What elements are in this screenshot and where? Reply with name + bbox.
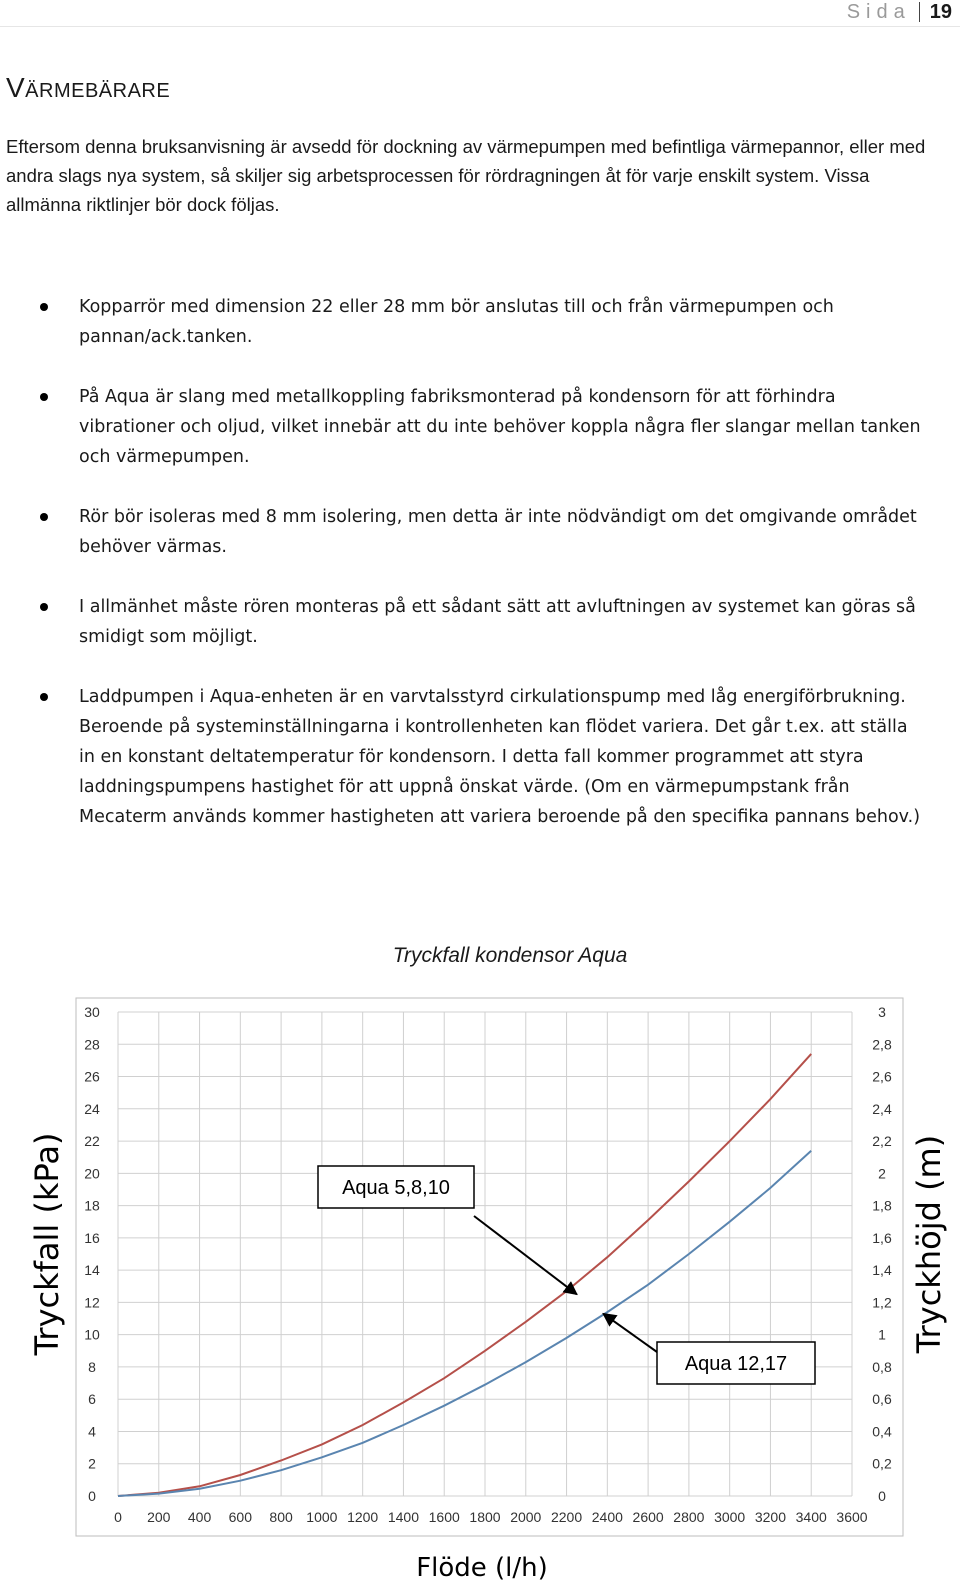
- x-tick-label: 600: [228, 1509, 253, 1525]
- y-tick-label: 10: [84, 1326, 100, 1343]
- x-tick-label: 3200: [754, 1509, 787, 1525]
- y2-tick-label: 2,4: [872, 1100, 892, 1117]
- y-tick-label: 26: [84, 1068, 100, 1085]
- y-tick-label: 8: [88, 1358, 96, 1375]
- y2-tick-label: 1,4: [872, 1262, 892, 1279]
- page-header: [847, 0, 952, 24]
- section-heading: Värmebärare: [6, 72, 171, 103]
- y-tick-label: 20: [84, 1165, 100, 1182]
- x-tick-label: 3600: [836, 1509, 868, 1525]
- y2-tick-label: 2,6: [872, 1068, 892, 1085]
- y2-tick-label: 1: [878, 1326, 886, 1343]
- y2-tick-label: 0,4: [872, 1423, 892, 1440]
- x-tick-label: 2400: [591, 1509, 623, 1525]
- y-tick-label: 16: [84, 1229, 100, 1246]
- y-tick-label: 12: [84, 1294, 100, 1311]
- list-item-text: Kopparrör med dimension 22 eller 28 mm bör anslutas till och från värmepumpen och pannan/ack.tanken.: [79, 297, 834, 347]
- x-tick-label: 2600: [632, 1509, 664, 1525]
- x-tick-label: 1800: [469, 1509, 501, 1525]
- bullet-icon: [40, 693, 48, 701]
- y-tick-label: 22: [84, 1133, 100, 1150]
- header-rule: [0, 26, 960, 27]
- y2-tick-label: 0,8: [872, 1358, 892, 1375]
- y-tick-label: 4: [88, 1423, 96, 1440]
- y-axis-title: Tryckfall (kPa): [28, 1132, 66, 1356]
- list-item: [0, 592, 929, 652]
- annotation-label: Aqua 5,8,10: [342, 1177, 450, 1199]
- x-tick-label: 200: [147, 1509, 171, 1525]
- x-tick-label: 1000: [306, 1509, 338, 1525]
- x-tick-label: 1400: [387, 1509, 420, 1525]
- x-tick-label: 2000: [510, 1509, 542, 1525]
- y-tick-label: 18: [84, 1197, 100, 1214]
- x-tick-label: 3400: [795, 1509, 827, 1525]
- x-tick-label: 400: [187, 1509, 212, 1525]
- annotation-label: Aqua 12,17: [684, 1353, 788, 1375]
- y2-tick-label: 0,6: [872, 1391, 892, 1408]
- chart-title: Tryckfall kondensor Aqua: [392, 944, 628, 967]
- y2-tick-label: 2,8: [872, 1036, 892, 1053]
- list-item-text: I allmänhet måste rören monteras på ett sådant sätt att avluftningen av systemet kan göras så smidigt som möjligt.: [79, 597, 916, 647]
- y2-tick-label: 2: [878, 1165, 886, 1182]
- bullet-icon: [40, 393, 48, 401]
- bullet-icon: [40, 303, 48, 311]
- y2-tick-label: 3: [878, 1004, 886, 1020]
- y2-tick-label: 1,2: [872, 1294, 892, 1311]
- y2-tick-label: 0: [878, 1488, 886, 1504]
- y-tick-label: 2: [88, 1455, 96, 1472]
- x-axis-title: Flöde (l/h): [416, 1553, 548, 1583]
- x-tick-label: 2800: [673, 1509, 705, 1525]
- y2-axis-title: Tryckhöjd (m): [910, 1134, 948, 1354]
- list-item: [0, 292, 929, 352]
- y2-tick-label: 1,6: [872, 1229, 892, 1246]
- list-item-text: Laddpumpen i Aqua-enheten är en varvtalsstyrd cirkulationspump med låg energiförbrukning. Beroende på systeminställningarna i kontrollenheten kan flödet variera. Det går t.ex. att ställa in en konstant deltatemperatur för kondensorn. I detta fall kommer programmet att styra laddningspumpens hastighet för att uppnå önskat värde. (Om en värmepumpstank från Mecaterm används kommer hastigheten att variera beroende på den specifika pannans behov.): [79, 687, 921, 827]
- y2-tick-label: 1,8: [872, 1197, 892, 1214]
- y-tick-label: 0: [88, 1488, 96, 1504]
- x-tick-label: 0: [114, 1509, 122, 1525]
- y-tick-label: 6: [88, 1391, 96, 1408]
- x-tick-label: 800: [269, 1509, 293, 1525]
- list-item-text: På Aqua är slang med metallkoppling fabriksmonterad på kondensorn för att förhindra vibrationer och oljud, vilket innebär att du inte behöver koppla några fler slangar mellan tanken och värmepumpen.: [79, 387, 921, 467]
- page-number: 19: [929, 1, 952, 23]
- pressure-drop-chart: [0, 990, 960, 1584]
- list-item: [0, 502, 929, 562]
- y-tick-label: 28: [84, 1036, 100, 1053]
- y2-tick-label: 2,2: [872, 1133, 892, 1150]
- header-divider: [919, 2, 920, 22]
- x-tick-label: 1600: [428, 1509, 460, 1525]
- x-tick-label: 3000: [714, 1509, 746, 1525]
- page-label: Sida: [846, 1, 911, 23]
- list-item: [0, 382, 929, 472]
- y2-tick-label: 0,2: [872, 1455, 892, 1472]
- x-tick-label: 2200: [550, 1509, 583, 1525]
- x-tick-label: 1200: [347, 1509, 379, 1525]
- y-tick-label: 14: [84, 1262, 100, 1279]
- list-item: [0, 682, 929, 832]
- bullet-icon: [40, 513, 48, 521]
- guideline-list: [0, 292, 960, 832]
- list-item-text: Rör bör isoleras med 8 mm isolering, men detta är inte nödvändigt om det omgivande området behöver värmas.: [79, 507, 917, 557]
- y-tick-label: 30: [84, 1004, 100, 1020]
- bullet-icon: [40, 603, 48, 611]
- y-tick-label: 24: [84, 1100, 100, 1117]
- intro-paragraph: Eftersom denna bruksanvisning är avsedd för dockning av värmepumpen med befintliga värmepannor, eller med andra slags nya system, så skiljer sig arbetsprocessen för rördragningen åt för varje enskilt system. Vissa allmänna riktlinjer bör dock följas.: [6, 136, 926, 215]
